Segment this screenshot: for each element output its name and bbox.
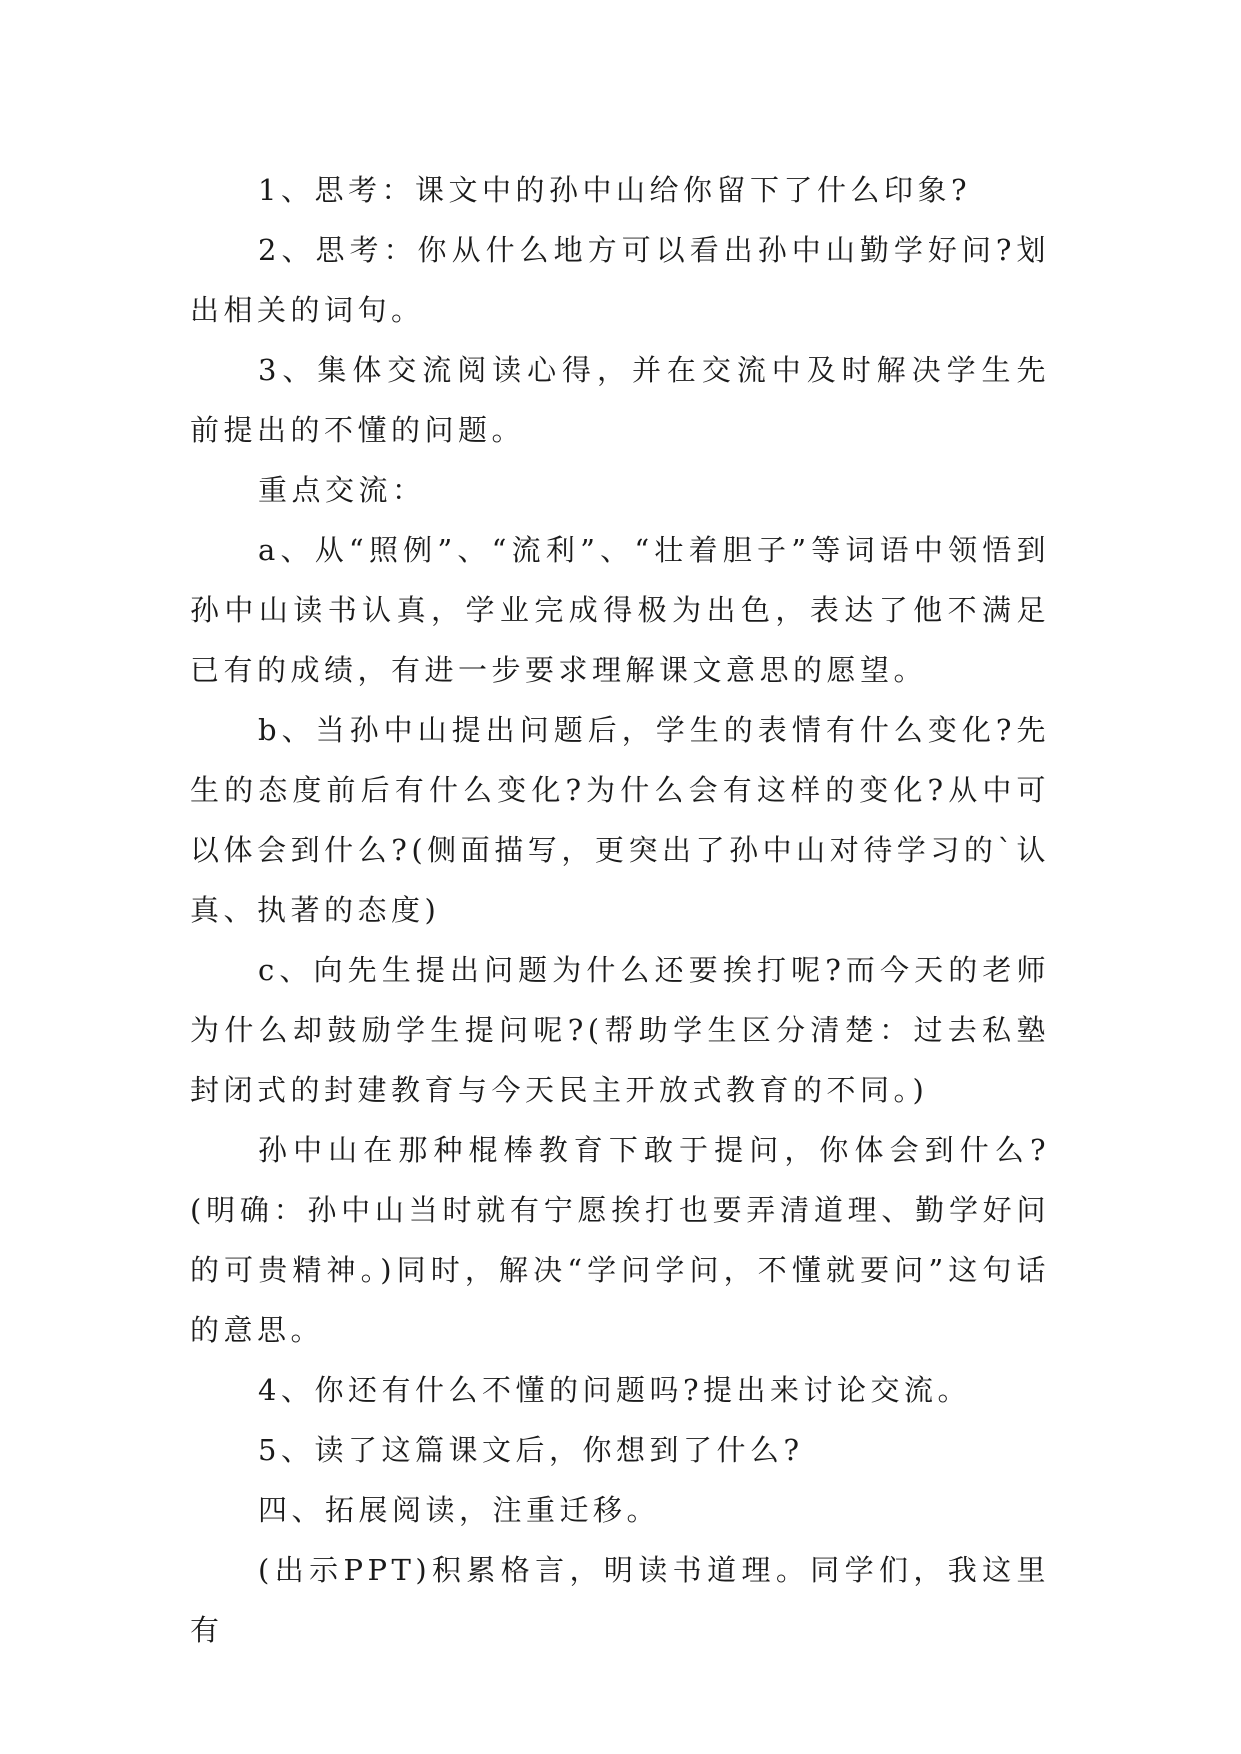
- discussion-point-b: b、当孙中山提出问题后，学生的表情有什么变化?先生的态度前后有什么变化?为什么会有这样的变化?从中可以体会到什么?(侧面描写，更突出了孙中山对待学习的`认真、执著的态度): [190, 713, 1050, 927]
- discussion-point-a: a、从“照例”、“流利”、“壮着胆子”等词语中领悟到孙中山读书认真，学业完成得极为出色，表达了他不满足已有的成绩，有进一步要求理解课文意思的愿望。: [190, 533, 1050, 687]
- key-discussion-heading: 重点交流：: [258, 473, 426, 507]
- discussion-point-c: c、向先生提出问题为什么还要挨打呢?而今天的老师为什么却鼓励学生提问呢?(帮助学生区分清楚：过去私塾封闭式的封建教育与今天民主开放式教育的不同。): [190, 953, 1050, 1107]
- section-4-heading: 四、拓展阅读，注重迁移。: [258, 1493, 661, 1527]
- question-1-paragraph: 1、思考：课文中的孙中山给你留下了什么印象?: [258, 173, 971, 207]
- ppt-intro-paragraph: (出示PPT)积累格言，明读书道理。同学们，我这里有: [190, 1553, 1050, 1647]
- question-5-paragraph: 5、读了这篇课文后，你想到了什么?: [258, 1433, 804, 1467]
- reflection-paragraph: 孙中山在那种棍棒教育下敢于提问，你体会到什么?(明确：孙中山当时就有宁愿挨打也要弄清道理、勤学好问的可贵精神。)同时，解决“学问学问，不懂就要问”这句话的意思。: [190, 1133, 1050, 1347]
- question-2-paragraph: 2、思考：你从什么地方可以看出孙中山勤学好问?划出相关的词句。: [190, 233, 1050, 327]
- document-body: [190, 160, 1050, 1660]
- question-4-paragraph: 4、你还有什么不懂的问题吗?提出来讨论交流。: [258, 1373, 971, 1407]
- question-3-paragraph: 3、集体交流阅读心得，并在交流中及时解决学生先前提出的不懂的问题。: [190, 353, 1050, 447]
